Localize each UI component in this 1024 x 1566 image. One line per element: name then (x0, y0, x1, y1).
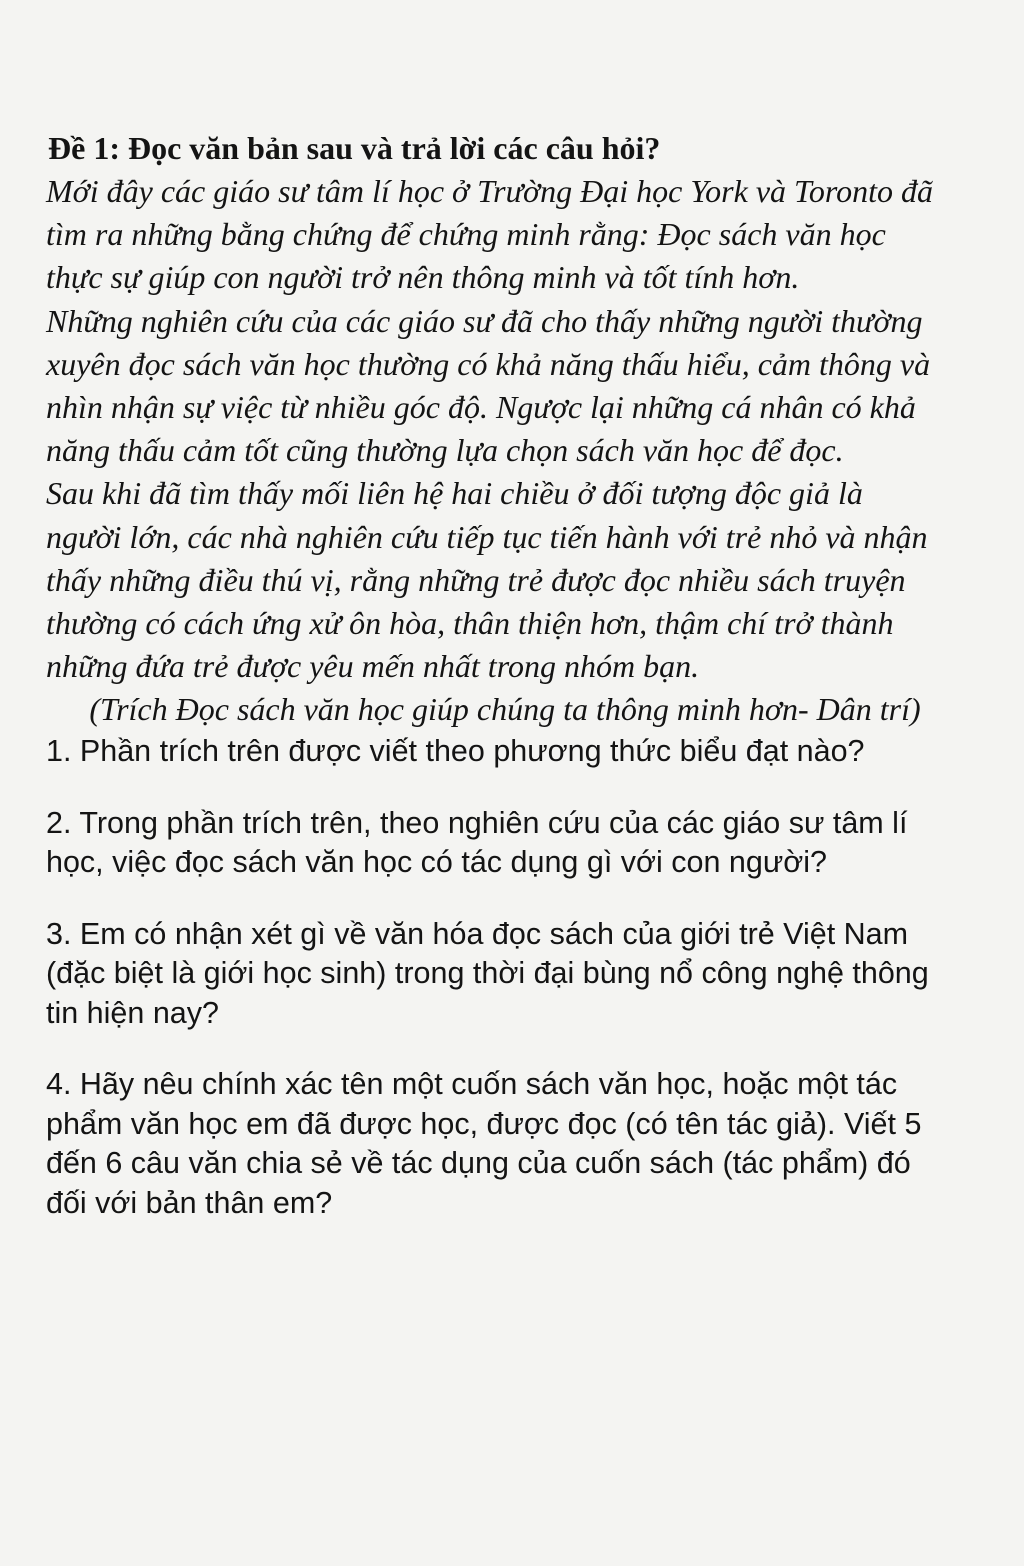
exam-document (46, 128, 946, 1223)
passage-citation: (Trích Đọc sách văn học giúp chúng ta thông minh hơn- Dân trí) (89, 691, 921, 728)
passage-paragraph-1: Mới đây các giáo sư tâm lí học ở Trường Đại học York và Toronto đã tìm ra những bằng chứng để chứng minh rằng: Đọc sách văn học thực sự giúp con người trở nên thông minh và tốt tính hơn. (46, 173, 934, 296)
question-list (46, 732, 946, 1223)
question-3: 3. Em có nhận xét gì về văn hóa đọc sách của giới trẻ Việt Nam (đặc biệt là giới học sinh) trong thời đại bùng nổ công nghệ thông tin hiện nay? (46, 916, 929, 1030)
reading-passage (46, 170, 946, 731)
exam-title: Đề 1: Đọc văn bản sau và trả lời các câu hỏi? (48, 130, 661, 166)
passage-paragraph-2: Những nghiên cứu của các giáo sư đã cho thấy những người thường xuyên đọc sách văn học thường có khả năng thấu hiểu, cảm thông và nhìn nhận sự việc từ nhiều góc độ. Ngược lại những cá nhân có khả năng thấu cảm tốt cũng thường lựa chọn sách văn học để đọc. (46, 302, 931, 469)
question-2: 2. Trong phần trích trên, theo nghiên cứu của các giáo sư tâm lí học, việc đọc sách văn học có tác dụng gì với con người? (46, 805, 908, 880)
question-4: 4. Hãy nêu chính xác tên một cuốn sách văn học, hoặc một tác phẩm văn học em đã được học, được đọc (có tên tác giả). Viết 5 đến 6 câu văn chia sẻ về tác dụng của cuốn sách (tác phẩm) đó đối với bản thân em? (46, 1067, 922, 1220)
question-1: 1. Phần trích trên được viết theo phương thức biểu đạt nào? (46, 734, 865, 769)
passage-paragraph-3: Sau khi đã tìm thấy mối liên hệ hai chiều ở đối tượng độc giả là người lớn, các nhà nghiên cứu tiếp tục tiến hành với trẻ nhỏ và nhận thấy những điều thú vị, rằng những trẻ được đọc nhiều sách truyện thường có cách ứng xử ôn hòa, thân thiện hơn, thậm chí trở thành những đứa trẻ được yêu mến nhất trong nhóm bạn. (46, 475, 928, 685)
